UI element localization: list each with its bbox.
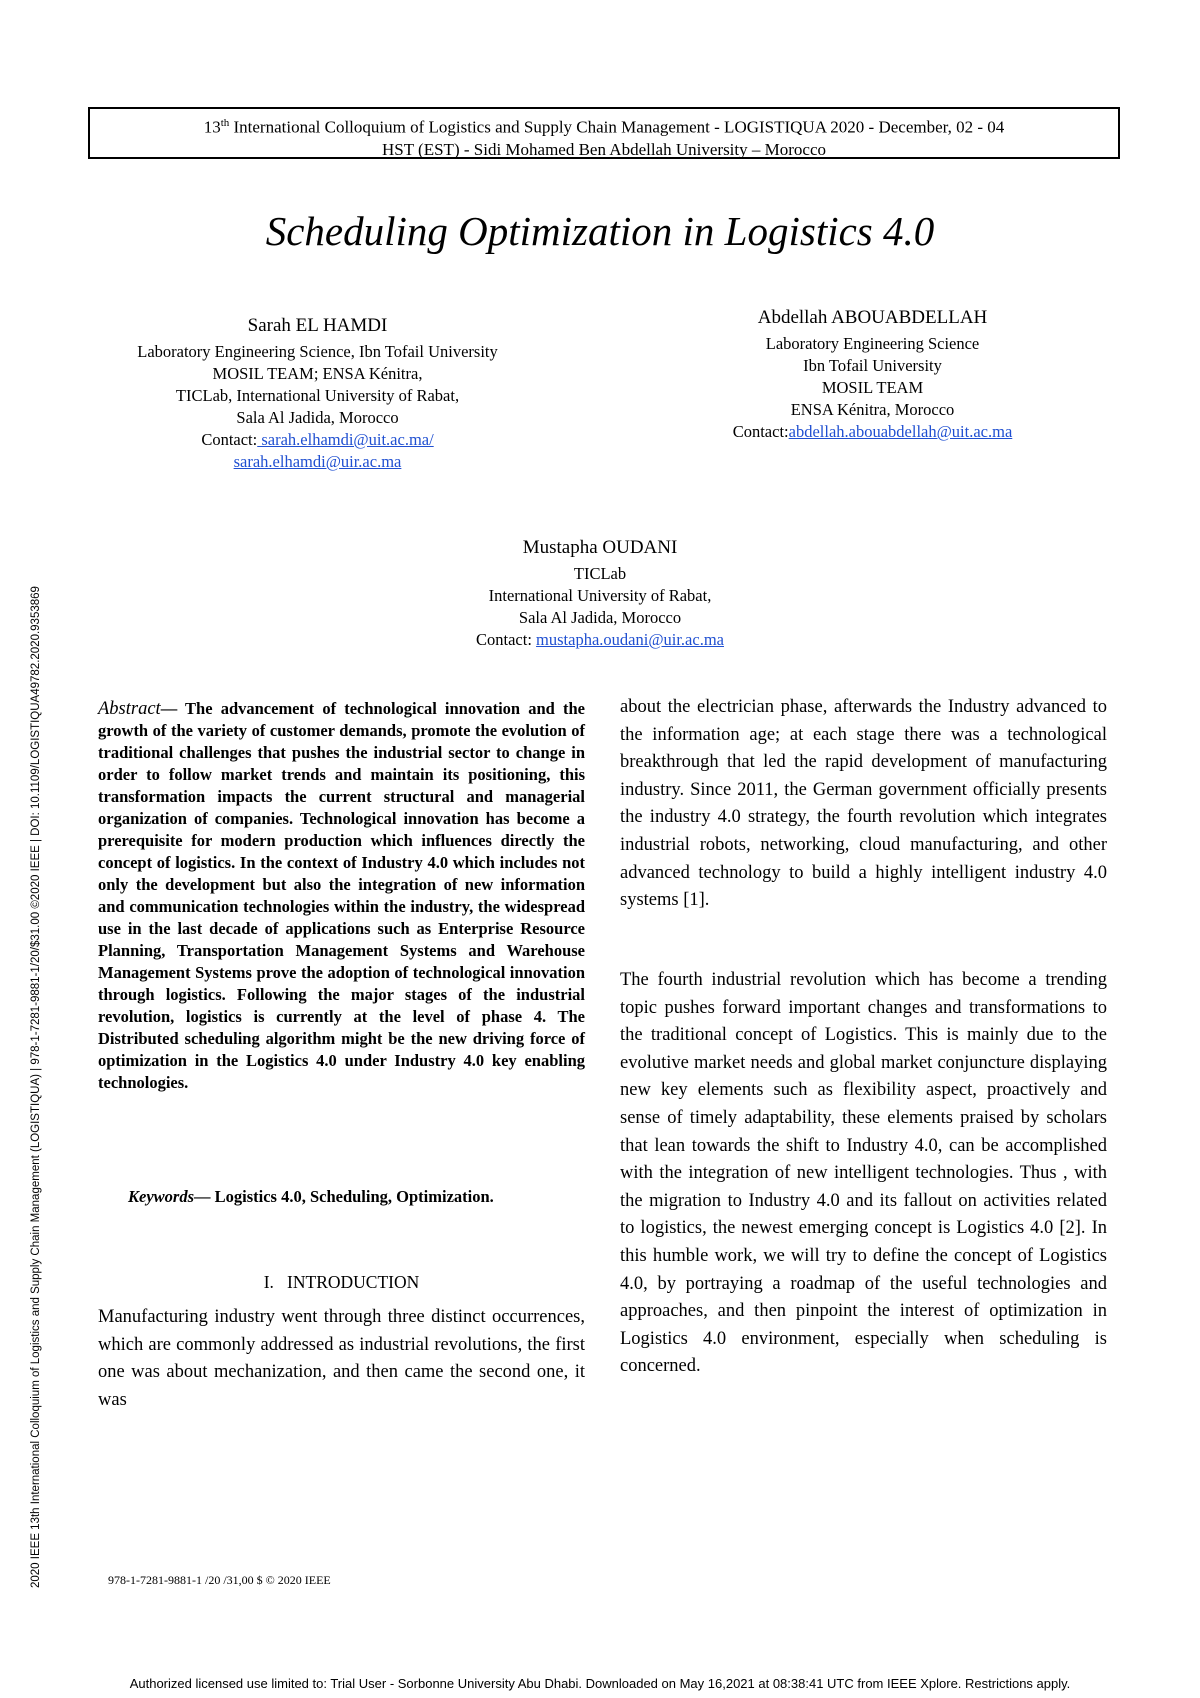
author-block-3 — [390, 535, 810, 651]
author-name: Abdellah ABOUABDELLAH — [757, 307, 988, 328]
author-affiliation-line: Laboratory Engineering Science, Ibn Tofail University — [137, 342, 498, 361]
conference-header-line2: HST (EST) - Sidi Mohamed Ben Abdellah University – Morocco — [382, 139, 826, 159]
keywords-text: — Logistics 4.0, Scheduling, Optimization. — [194, 1187, 494, 1206]
author-affiliation-line: ENSA Kénitra, Morocco — [790, 400, 955, 419]
author-contact: Contact: mustapha.oudani@uir.ac.ma — [476, 630, 724, 649]
email-link[interactable]: sarah.elhamdi@uir.ac.ma — [233, 452, 402, 471]
author-affiliation-line: MOSIL TEAM — [821, 378, 924, 397]
author-affiliation-line: Ibn Tofail University — [803, 356, 942, 375]
email-link[interactable]: abdellah.abouabdellah@uit.ac.ma — [788, 422, 1013, 441]
section-number: I. — [263, 1272, 274, 1292]
author-affiliation-line: International University of Rabat, — [488, 586, 712, 605]
author-affiliation-line: Sala Al Jadida, Morocco — [518, 608, 682, 627]
abstract-text: — The advancement of technological innovation and the growth of the variety of customer demands, promote the evolution of traditional challenges that pushes the industrial sector to change in order to follow market trends and maintain its positioning, this transformation impacts the current structural and managerial organization of companies. Technological innovation has become a prerequisite for modern production which influences directly the concept of logistics. In the context of Industry 4.0 which includes not only the development but also the integration of new information and communication technologies within the industry, the widespread use in the last decade of applications such as Enterprise Resource Planning, Transportation Management Systems and Warehouse Management Systems prove the adoption of technological innovation through logistics. Following the major stages of the industrial revolution, logistics is currently at the level of phase 4. The Distributed scheduling algorithm might be the new driving force of optimization in the Logistics 4.0 under Industry 4.0 key enabling technologies. — [98, 699, 585, 1092]
author-contact-2 — [100, 451, 535, 473]
copyright-notice: 978-1-7281-9881-1 /20 /31,00 $ © 2020 IEEE — [108, 1573, 331, 1587]
keywords — [128, 1186, 588, 1208]
author-block-2 — [655, 305, 1090, 443]
author-block-1 — [100, 313, 535, 473]
author-affiliation-line: TICLab, International University of Rabat, — [175, 386, 460, 405]
author-affiliation-line: TICLab — [573, 564, 627, 583]
keywords-lead: Keywords — [128, 1187, 194, 1206]
email-link[interactable]: sarah.elhamdi@uit.ac.ma/ — [257, 430, 434, 449]
section-title: INTRODUCTION — [287, 1272, 420, 1292]
license-footer: Authorized licensed use limited to: Trial User - Sorbonne University Abu Dhabi. Downloaded on May 16,2021 at 08:38:41 UTC from IEEE Xplore. Restrictions apply. — [129, 1676, 1071, 1691]
author-affiliation-line: Sala Al Jadida, Morocco — [236, 408, 399, 427]
section-heading-introduction — [98, 1270, 585, 1294]
author-name: Mustapha OUDANI — [522, 537, 678, 558]
ieee-side-citation: 2020 IEEE 13th International Colloquium of Logistics and Supply Chain Management (LOGISTIQUA) | 978-1-7281-9881-1/20/$31.00 ©2020 IEEE | DOI: 10.1109/LOGISTIQUA49782.2020.9353869 — [30, 586, 42, 1588]
author-affiliation-line: MOSIL TEAM; ENSA Kénitra, — [212, 364, 423, 383]
abstract-lead: Abstract — [98, 699, 161, 719]
author-affiliation-line: Laboratory Engineering Science — [765, 334, 980, 353]
intro-paragraph-left: Manufacturing industry went through three distinct occurrences, which are commonly addressed as industrial revolutions, the first one was about mechanization, and then came the second one, it was — [98, 1307, 585, 1410]
author-contact: Contact:abdellah.abouabdellah@uit.ac.ma — [732, 422, 1013, 441]
author-contact: Contact: sarah.elhamdi@uit.ac.ma/ — [201, 430, 434, 449]
conference-header — [88, 107, 1120, 159]
author-name: Sarah EL HAMDI — [247, 315, 388, 336]
conference-header-line1: 13th International Colloquium of Logistics and Supply Chain Management - LOGISTIQUA 2020 - December, 02 - 04 — [203, 117, 1005, 137]
email-link[interactable]: mustapha.oudani@uir.ac.ma — [536, 630, 724, 649]
intro-paragraph-right-2: The fourth industrial revolution which has become a trending topic pushes forward important changes and transformations to the traditional concept of Logistics. This is mainly due to the evolutive market needs and global market conjuncture displaying new key elements such as flexibility aspect, proactively and sense of timely adaptability, these elements praised by scholars that lean towards the shift to Industry 4.0, can be accomplished with the integration of new intelligent technologies. Thus , with the migration to Industry 4.0 and its fallout on activities related to logistics, the newest emerging concept is Logistics 4.0 [2]. In this humble work, we will try to define the concept of Logistics 4.0, by portraying a roadmap of the useful technologies and approaches, and then pinpoint the interest of optimization in Logistics 4.0 environment, especially when scheduling is concerned. — [620, 970, 1107, 1377]
paper-title: Scheduling Optimization in Logistics 4.0 — [265, 208, 935, 254]
abstract — [98, 698, 585, 1094]
intro-paragraph-right-1: about the electrician phase, afterwards the Industry advanced to the information age; at each stage there was a technological breakthrough that led the rapid development of manufacturing industry. Since 2011, the German government officially presents the industry 4.0 strategy, the fourth revolution which integrates industrial robots, networking, cloud manufacturing, and other advanced technology to build a highly intelligent industry 4.0 systems [1]. — [620, 697, 1107, 911]
